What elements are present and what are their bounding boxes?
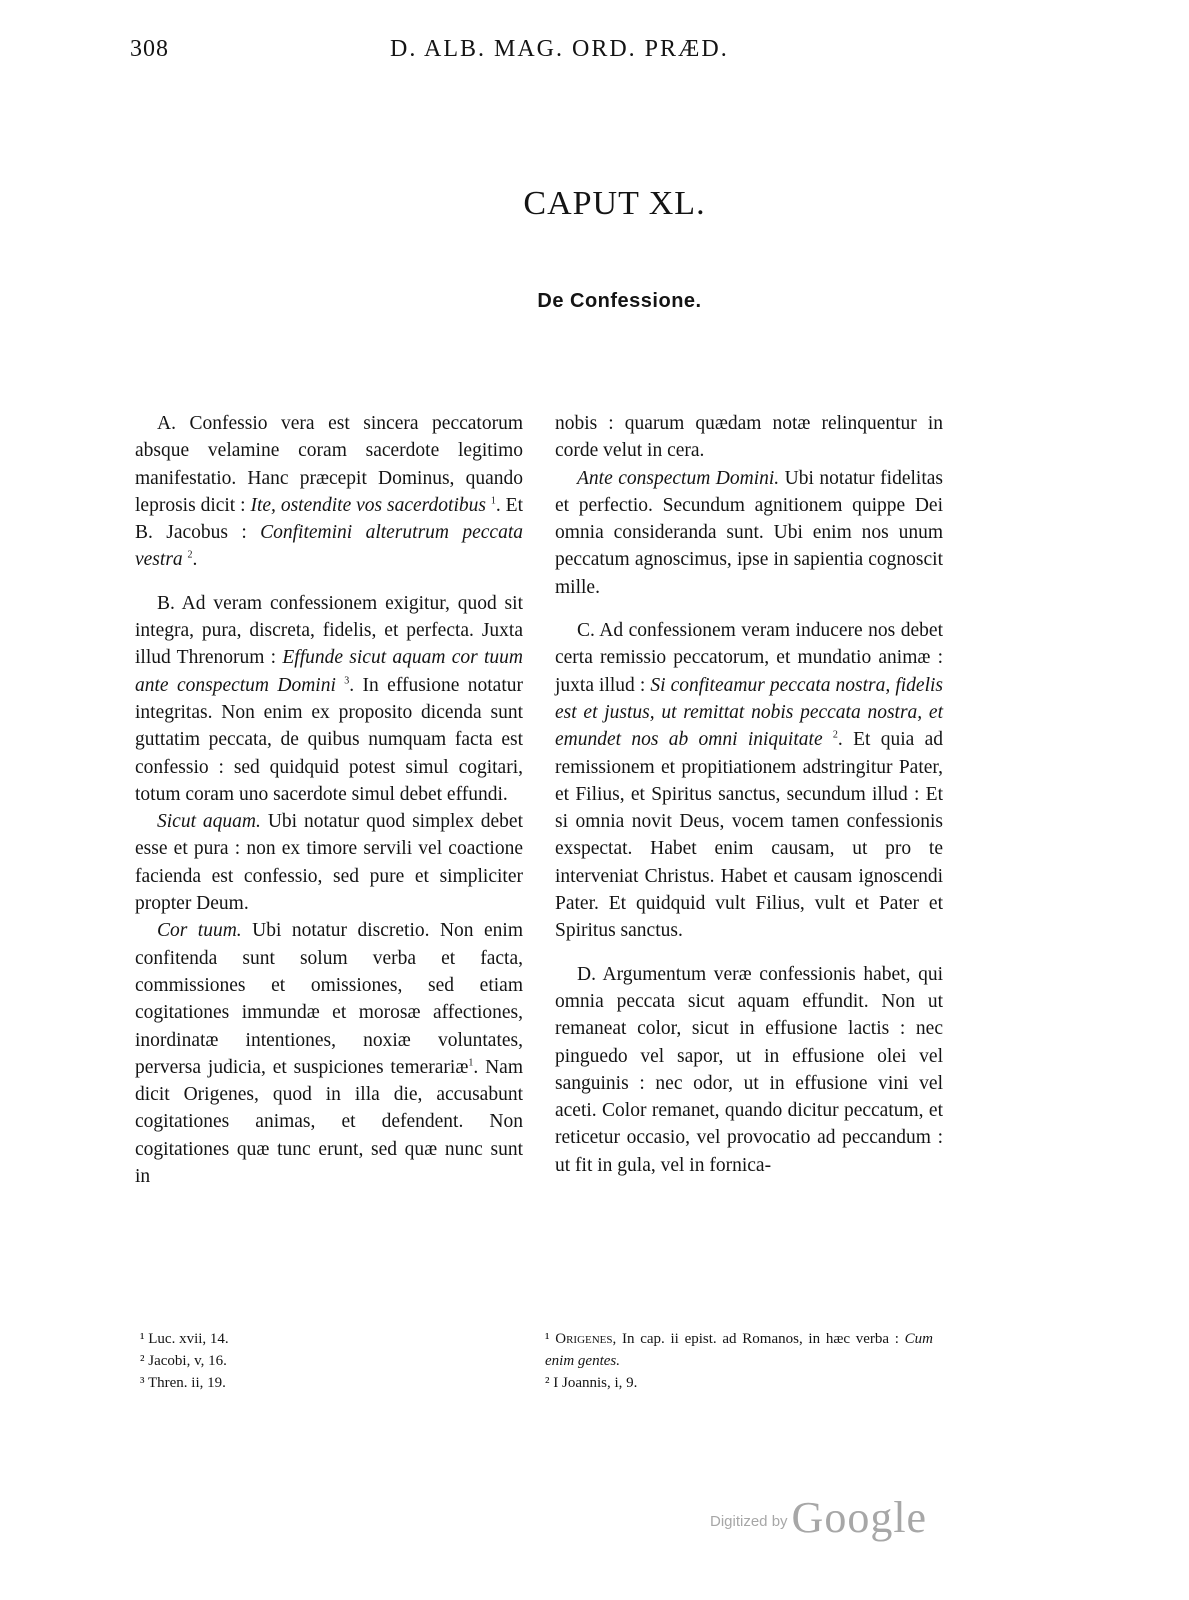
digitized-by-google-watermark [710, 1492, 927, 1543]
digitized-by-label: Digitized by [710, 1513, 788, 1530]
page-number: 308 [130, 36, 169, 62]
paragraph-cor-tuum: Cor tuum. Ubi notatur discretio. Non enim confitenda sunt solum verba et facta, commissiones et omissiones, sed etiam cogitationes immundæ et morosæ affectiones, inordinatæ intentiones, noxiæ voluntates, perversa judicia, et suspiciones temerariæ$^1$. Nam dicit Origenes, quod in illa die, accusabunt cogitationes animas, et defendent. Non cogitationes quæ tunc erunt, sed quæ nunc sunt in [135, 920, 523, 1188]
paragraph-continuation: nobis : quarum quædam notæ relinquentur in corde velut in cera. [555, 413, 943, 462]
paragraph-d: D. Argumentum veræ confessionis habet, qui omnia peccata sicut aquam effundit. Non ut remaneat color, sicut in effusione lactis : nec pinguedo vel sapor, ut in effusione olei vel sanguinis : nec odor, ut in effusione vini vel aceti. Color remanet, quando dicitur peccatum, et reticetur occasio, vel provocatio ad peccandum : ut fit in gula, vel in fornica- [555, 963, 943, 1176]
chapter-subtitle: De Confessione. [537, 290, 702, 312]
footnote-ref: 1 [468, 1057, 474, 1069]
paragraph-ante-conspectum: Ante conspectum Domini. Ubi notatur fidelitas et perfectio. Secundum agnitionem quippe Dei omnia consideranda sunt. Ubi enim nos unum peccatum agnoscimus, ipse in sapientia cognoscit mille. [555, 467, 943, 598]
footnotes-left [140, 1328, 460, 1394]
footnote: ¹ Origenes, In cap. ii epist. ad Romanos, in hæc verba : Cum enim gentes. [545, 1331, 934, 1369]
left-column [135, 410, 523, 1190]
footnote-ref: 2 [187, 549, 193, 561]
footnote: ² I Joannis, i, 9. [545, 1375, 638, 1391]
running-head [0, 36, 1189, 68]
running-title: D. ALB. MAG. ORD. PRÆD. [390, 36, 729, 62]
footnote-ref: 1 [490, 495, 496, 507]
paragraph-a: A. Confessio vera est sincera peccatorum absque velamine coram sacerdote legitimo manifestatio. Hanc præcepit Dominus, quando leprosis dicit : Ite, ostendite vos sacerdotibus $^1$. Et B. Jacobus : Confitemini alterutrum peccata vestra $^2$. [135, 413, 523, 571]
footnote: ² Jacobi, v, 16. [140, 1353, 227, 1369]
right-column [555, 410, 943, 1179]
footnote-ref: 2 [832, 729, 838, 741]
footnote: ³ Thren. ii, 19. [140, 1375, 226, 1391]
paragraph-sicut-aquam: Sicut aquam. Ubi notatur quod simplex debet esse et pura : non ex timore servili vel coactione facienda est confessio, sed pure et simpliciter propter Deum. [135, 811, 523, 915]
chapter-title: CAPUT XL. [523, 185, 706, 222]
footnote: ¹ Luc. xvii, 14. [140, 1331, 229, 1347]
paragraph-b: B. Ad veram confessionem exigitur, quod sit integra, pura, discreta, fidelis, et perfecta. Juxta illud Threnorum : Effunde sicut aquam cor tuum ante conspectum Domini $^3$. In effusione notatur integritas. Non enim ex proposito dicenda sunt guttatim peccata, de quibus numquam facta est confessio : sed quidquid potest simul cogitari, totum coram uno sacerdote simul debet effundi. [135, 592, 523, 805]
footnotes-right [545, 1328, 933, 1394]
footnote-ref: 3 [344, 675, 350, 687]
paragraph-c: C. Ad confessionem veram inducere nos debet certa remissio peccatorum, et mundatio animæ : juxta illud : Si confiteamur peccata nostra, fidelis est et justus, ut remittat nobis peccata nostra, et emundet nos ab omni iniquitate $^2$. Et quia ad remissionem et propitiationem adstringitur Pater, et Filius, et Spiritus sanctus, secundum illud : Et si omnia novit Deus, vocem tamen confessionis exspectat. Habet enim causam, ut pro te interveniat Christus. Habet et causam ignoscendi Pater. Et quidquid vult Filius, vult et Pater et Spiritus sanctus. [555, 620, 944, 942]
google-logo: Google [791, 1493, 928, 1542]
